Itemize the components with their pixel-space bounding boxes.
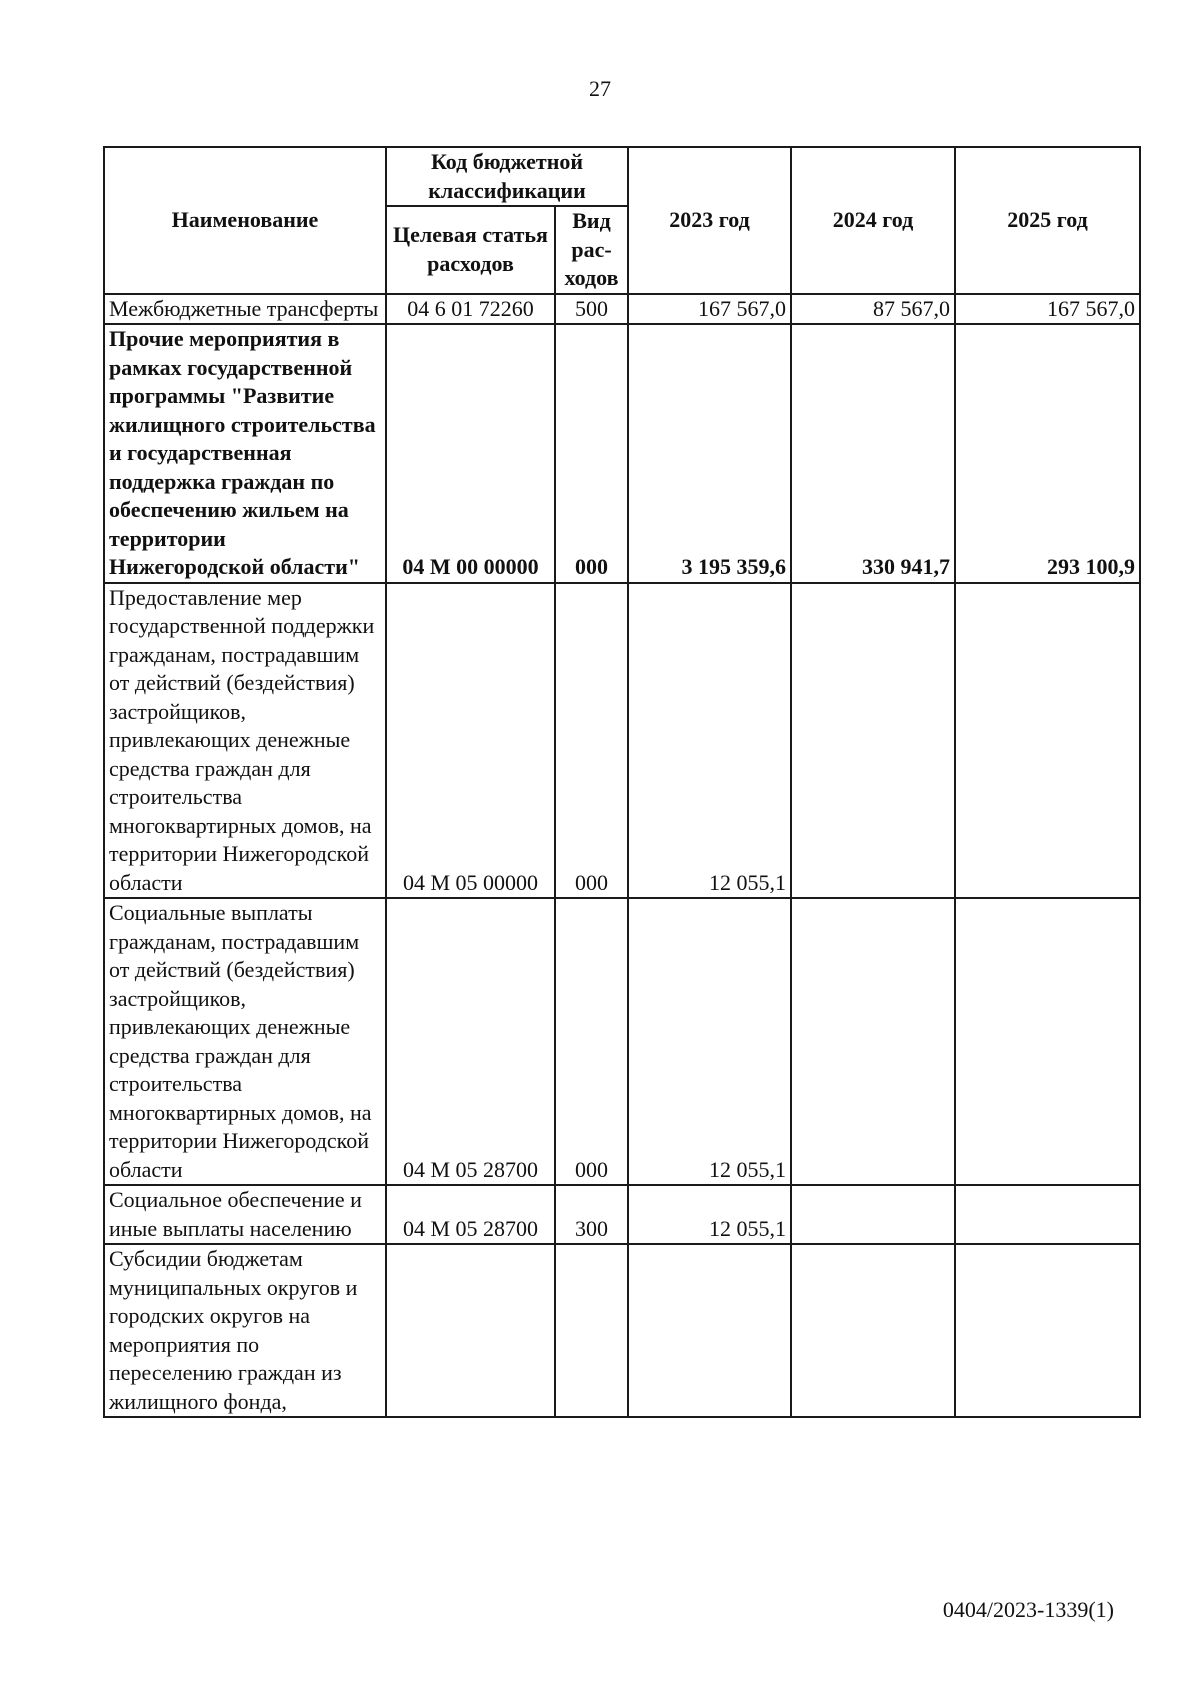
table-row bbox=[104, 294, 1140, 325]
row-expense-type-cell bbox=[555, 1244, 628, 1417]
row-2025-cell bbox=[955, 1244, 1140, 1417]
row-2024-cell: 87 567,0 bbox=[791, 294, 955, 325]
row-expense-type-cell: 500 bbox=[555, 294, 628, 325]
table-row bbox=[104, 1185, 1140, 1244]
row-expense-type-cell: 000 bbox=[555, 324, 628, 583]
table-row bbox=[104, 1244, 1140, 1417]
row-name-cell: Социальные выплаты гражданам, пострадавшим от действий (бездействия) застройщиков, привлекающих денежные средства граждан для строительства многоквартирных домов, на территории Нижегородской области bbox=[104, 898, 386, 1185]
row-2024-cell bbox=[791, 1244, 955, 1417]
row-2023-cell: 3 195 359,6 bbox=[628, 324, 791, 583]
row-2023-cell: 167 567,0 bbox=[628, 294, 791, 325]
row-2023-cell bbox=[628, 1244, 791, 1417]
row-name-cell: Социальное обеспечение и иные выплаты населению bbox=[104, 1185, 386, 1244]
row-target-article-cell: 04 6 01 72260 bbox=[386, 294, 555, 325]
table-row bbox=[104, 898, 1140, 1185]
row-2025-cell bbox=[955, 898, 1140, 1185]
row-2023-cell: 12 055,1 bbox=[628, 583, 791, 899]
row-2025-cell: 293 100,9 bbox=[955, 324, 1140, 583]
row-2023-cell: 12 055,1 bbox=[628, 898, 791, 1185]
row-2024-cell bbox=[791, 583, 955, 899]
row-expense-type-cell: 000 bbox=[555, 898, 628, 1185]
row-target-article-cell: 04 М 05 28700 bbox=[386, 898, 555, 1185]
row-2023-cell: 12 055,1 bbox=[628, 1185, 791, 1244]
table-row bbox=[104, 583, 1140, 899]
row-target-article-cell bbox=[386, 1244, 555, 1417]
row-2024-cell: 330 941,7 bbox=[791, 324, 955, 583]
header-year-2024: 2024 год bbox=[791, 147, 955, 294]
row-2025-cell: 167 567,0 bbox=[955, 294, 1140, 325]
row-2024-cell bbox=[791, 898, 955, 1185]
page-number: 27 bbox=[589, 76, 611, 101]
row-2025-cell bbox=[955, 1185, 1140, 1244]
document-code: 0404/2023-1339(1) bbox=[942, 1597, 1114, 1622]
table-body bbox=[104, 294, 1140, 1418]
row-2024-cell bbox=[791, 1185, 955, 1244]
header-expense-type: Вид рас-ходов bbox=[555, 206, 628, 294]
row-target-article-cell: 04 М 05 00000 bbox=[386, 583, 555, 899]
header-year-2025: 2025 год bbox=[955, 147, 1140, 294]
row-name-cell: Межбюджетные трансферты bbox=[104, 294, 386, 325]
row-target-article-cell: 04 М 00 00000 bbox=[386, 324, 555, 583]
row-2025-cell bbox=[955, 583, 1140, 899]
budget-table bbox=[103, 146, 1141, 1418]
row-expense-type-cell: 300 bbox=[555, 1185, 628, 1244]
table-row bbox=[104, 324, 1140, 583]
header-name: Наименование bbox=[104, 147, 386, 294]
row-name-cell: Прочие мероприятия в рамках государственной программы "Развитие жилищного строительства и государственная поддержка граждан по обеспечению жильем на территории Нижегородской области" bbox=[104, 324, 386, 583]
row-target-article-cell: 04 М 05 28700 bbox=[386, 1185, 555, 1244]
row-name-cell: Субсидии бюджетам муниципальных округов и городских округов на мероприятия по переселению граждан из жилищного фонда, bbox=[104, 1244, 386, 1417]
row-expense-type-cell: 000 bbox=[555, 583, 628, 899]
table-header bbox=[104, 147, 1140, 294]
row-name-cell: Предоставление мер государственной поддержки гражданам, пострадавшим от действий (бездействия) застройщиков, привлекающих денежные средства граждан для строительства многоквартирных домов, на территории Нижегородской области bbox=[104, 583, 386, 899]
header-kbk-group: Код бюджетной классификации bbox=[386, 147, 628, 206]
header-target-article: Целевая статья расходов bbox=[386, 206, 555, 294]
header-year-2023: 2023 год bbox=[628, 147, 791, 294]
